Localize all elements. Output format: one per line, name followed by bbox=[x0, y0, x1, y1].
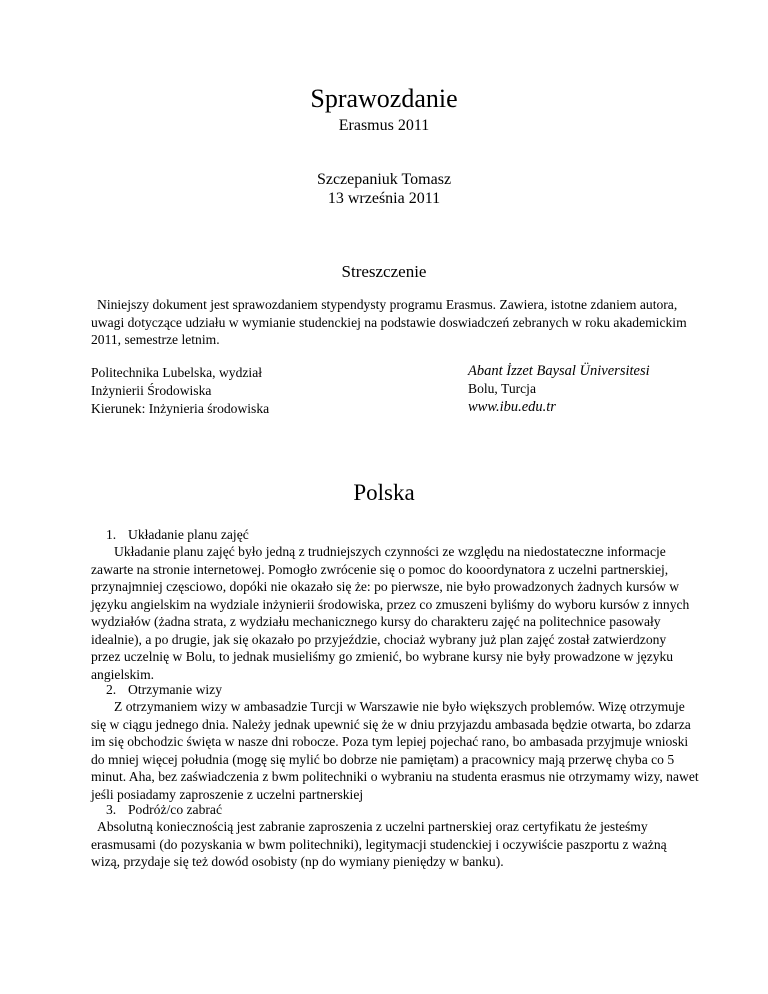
document-date: 13 września 2011 bbox=[327, 190, 441, 207]
item-heading bbox=[106, 526, 249, 543]
item-number: 2. bbox=[106, 682, 117, 697]
abstract-heading: Streszczenie bbox=[341, 262, 427, 281]
document-subtitle: Erasmus 2011 bbox=[338, 117, 430, 134]
host-city: Bolu, Turcja bbox=[468, 381, 536, 396]
item-heading bbox=[106, 801, 222, 818]
item-heading bbox=[106, 681, 222, 698]
document-title: Sprawozdanie bbox=[310, 84, 458, 113]
home-institution-line: Politechnika Lubelska, wydział bbox=[91, 365, 263, 380]
home-institution bbox=[91, 364, 421, 418]
item-paragraph: Układanie planu zajęć było jedną z trudniejszych czynności ze względu na niedostateczne informacje zawarte na stronie internetowej. Pomogło zwrócenie się o pomoc do kooordynatora z uczelni partnerskiej, przynajmniej częsciowo, dopóki nie okazało się że: po pierwsze, nie było prowadzonych żadnych kursów w języku angielskim na wydziale inżynierii środowiska, przez co zmuszeni byliśmy do wyboru kursów z innych wydziałów (żadna strata, z wydziału mechanicznego kursy do charakteru zajęć na politechnice pasowały idealnie), a po drugie, jak się okazało po przyjeździe, chociaż wybrany już plan zajęć został zatwierdzony przez uczelnię w Bolu, to jednak musieliśmy go zmienić, bo wybrane kursy nie były prowadzone w języku angielskim. bbox=[91, 544, 690, 682]
item-heading-text: Otrzymanie wizy bbox=[128, 682, 222, 697]
host-institution bbox=[468, 362, 728, 416]
item-paragraph: Z otrzymaniem wizy w ambasadzie Turcji w Warszawie nie było większych problemów. Wizę otrzymuje się w ciągu jednego dnia. Należy jednak upewnić się że w dniu przyjazdu ambasada będzie otwarta, bo zdarza im się obchodzic święta w nasze dni robocze. Poza tym lepiej pojechać rano, bo ambasada przyjmuje wnioski do mniej więcej południa (mogę się mylić bo dobrze nie pamiętam) a pracownicy mają przerwę chyba co 5 minut. Aha, bez zaświadczenia z bwm politechniki o wybraniu na studenta erasmus nie otrzymamy wizy, nawet jeśli posiadamy zaproszenie z uczelni partnerskiej bbox=[91, 699, 699, 802]
author-name: Szczepaniuk Tomasz bbox=[316, 171, 452, 188]
home-institution-line: Inżynierii Środowiska bbox=[91, 383, 212, 398]
abstract-text: Niniejszy dokument jest sprawozdaniem stypendysty programu Erasmus. Zawiera, istotne zdaniem autora, uwagi dotyczące udziału w wymianie studenckiej na podstawie doswiadczeń zebranych w roku akademickim 2011, semestrze letnim. bbox=[91, 297, 687, 347]
host-website: www.ibu.edu.tr bbox=[468, 399, 556, 415]
item-heading-text: Układanie planu zajęć bbox=[128, 527, 249, 542]
host-university-name: Abant İzzet Baysal Üniversitesi bbox=[468, 363, 650, 379]
item-paragraph: Absolutną koniecznością jest zabranie zaproszenia z uczelni partnerskiej oraz certyfikatu że jesteśmy erasmusami (do pozyskania w bwm politechniki), legitymacji studenckiej i oczywiście paszportu z ważną wizą, przydaje się też dowód osobisty (np do wymiany pieniędzy w banku). bbox=[91, 819, 667, 869]
item-number: 3. bbox=[106, 802, 117, 817]
section-title: Polska bbox=[353, 480, 415, 505]
home-institution-line: Kierunek: Inżynieria środowiska bbox=[91, 401, 270, 416]
item-heading-text: Podróż/co zabrać bbox=[128, 802, 222, 817]
item-number: 1. bbox=[106, 527, 117, 542]
